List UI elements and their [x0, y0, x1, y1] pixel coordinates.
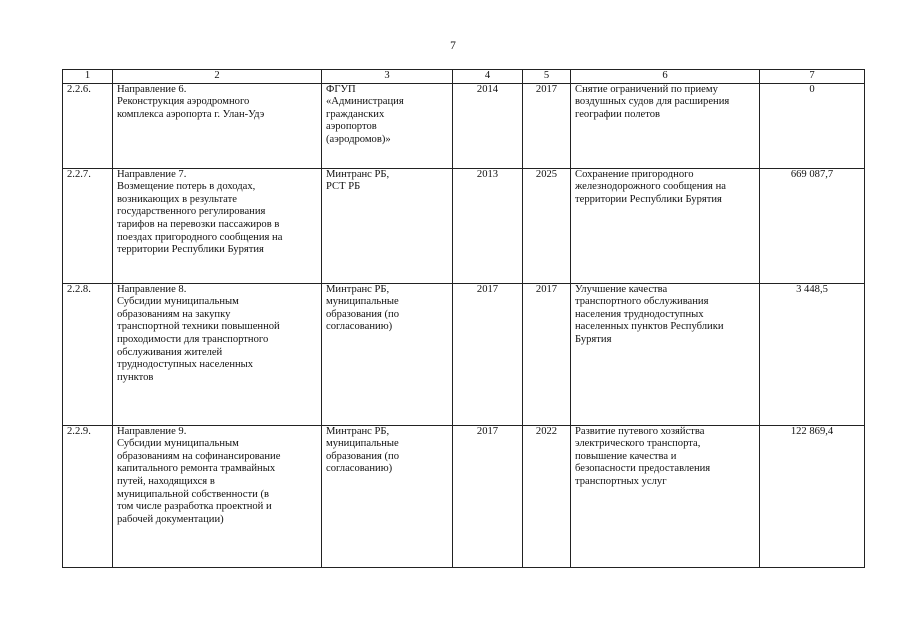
result-line: географии полетов	[575, 108, 661, 120]
executor-line: муниципальные	[326, 438, 399, 450]
result-line: Улучшение качества	[575, 283, 668, 295]
direction-line: государственного регулирования	[117, 206, 266, 218]
executor-line: аэропортов	[326, 121, 377, 133]
result-cell	[571, 168, 760, 283]
direction-line: рабочей документации)	[117, 513, 224, 525]
result-cell	[571, 83, 760, 168]
executor-cell	[322, 83, 453, 168]
result-line: населенных пунктов Республики	[575, 321, 724, 333]
column-header: 3	[322, 70, 453, 84]
direction-line: капитального ремонта трамвайных	[117, 463, 276, 475]
result-line: транспортных услуг	[575, 475, 667, 487]
result-line: Снятие ограничений по приему	[575, 83, 718, 95]
result-cell	[571, 283, 760, 425]
row-number: 2.2.8.	[63, 283, 113, 425]
direction-line: транспортной техники повышенной	[117, 321, 280, 333]
direction-line: труднодоступных населенных	[117, 359, 254, 371]
result-cell	[571, 425, 760, 567]
start-year: 2017	[453, 425, 523, 567]
result-line: безопасности предоставления	[575, 463, 711, 475]
direction-line: Субсидии муниципальным	[117, 438, 239, 450]
table-row	[63, 168, 865, 283]
direction-line: Направление 9.	[117, 425, 187, 437]
direction-cell	[113, 83, 322, 168]
program-table	[62, 69, 865, 568]
executor-line: Минтранс РБ,	[326, 425, 390, 437]
executor-cell	[322, 283, 453, 425]
direction-line: Субсидии муниципальным	[117, 296, 239, 308]
executor-line: Минтранс РБ,	[326, 283, 390, 295]
result-line: железнодорожного сообщения на	[575, 181, 726, 193]
column-header: 5	[523, 70, 571, 84]
table-row	[63, 83, 865, 168]
direction-line: образованиям на закупку	[117, 308, 231, 320]
table-row	[63, 283, 865, 425]
result-line: Бурятия	[575, 333, 612, 345]
direction-line: тарифов на перевозки пассажиров в	[117, 218, 280, 230]
executor-line: «Администрация	[326, 96, 404, 108]
direction-line: Направление 7.	[117, 168, 187, 180]
direction-line: комплекса аэропорта г. Улан-Удэ	[117, 108, 265, 120]
column-header: 2	[113, 70, 322, 84]
amount-cell: 3 448,5	[760, 283, 865, 425]
result-line: электрического транспорта,	[575, 438, 701, 450]
direction-line: Направление 8.	[117, 283, 187, 295]
executor-line: муниципальные	[326, 296, 399, 308]
result-line: территории Республики Бурятия	[575, 193, 722, 205]
result-line: повышение качества и	[575, 450, 677, 462]
end-year: 2022	[523, 425, 571, 567]
executor-line: (аэродромов)»	[326, 133, 391, 145]
direction-line: проходимости для транспортного	[117, 333, 269, 345]
executor-line: образования (по	[326, 450, 400, 462]
direction-line: обслуживания жителей	[117, 346, 223, 358]
result-line: Развитие путевого хозяйства	[575, 425, 705, 437]
executor-line: Минтранс РБ,	[326, 168, 390, 180]
direction-line: Возмещение потерь в доходах,	[117, 181, 256, 193]
row-number: 2.2.9.	[63, 425, 113, 567]
executor-line: ФГУП	[326, 83, 356, 95]
result-line: населения труднодоступных	[575, 308, 704, 320]
row-number: 2.2.7.	[63, 168, 113, 283]
direction-cell	[113, 283, 322, 425]
header-row	[63, 70, 865, 84]
amount-cell: 122 869,4	[760, 425, 865, 567]
executor-line: гражданских	[326, 108, 385, 120]
executor-line: согласованию)	[326, 463, 393, 475]
page-number: 7	[450, 40, 456, 52]
direction-line: том числе разработка проектной и	[117, 501, 272, 513]
direction-line: поездах пригородного сообщения на	[117, 231, 283, 243]
direction-line: муниципальной собственности (в	[117, 488, 269, 500]
result-line: воздушных судов для расширения	[575, 96, 730, 108]
direction-line: Направление 6.	[117, 83, 187, 95]
start-year: 2013	[453, 168, 523, 283]
start-year: 2014	[453, 83, 523, 168]
direction-line: путей, находящихся в	[117, 475, 215, 487]
direction-cell	[113, 168, 322, 283]
executor-line: РСТ РБ	[326, 181, 361, 193]
direction-line: возникающих в результате	[117, 193, 237, 205]
amount-cell: 669 087,7	[760, 168, 865, 283]
amount-cell: 0	[760, 83, 865, 168]
result-line: транспортного обслуживания	[575, 296, 709, 308]
end-year: 2017	[523, 83, 571, 168]
column-header: 6	[571, 70, 760, 84]
direction-line: пунктов	[117, 371, 154, 383]
end-year: 2017	[523, 283, 571, 425]
direction-cell	[113, 425, 322, 567]
result-line: Сохранение пригородного	[575, 168, 694, 180]
direction-line: территории Республики Бурятия	[117, 244, 264, 256]
executor-line: образования (по	[326, 308, 400, 320]
column-header: 7	[760, 70, 865, 84]
executor-line: согласованию)	[326, 321, 393, 333]
direction-line: Реконструкция аэродромного	[117, 96, 250, 108]
column-header: 1	[63, 70, 113, 84]
column-header: 4	[453, 70, 523, 84]
start-year: 2017	[453, 283, 523, 425]
end-year: 2025	[523, 168, 571, 283]
direction-line: образованиям на софинансирование	[117, 450, 281, 462]
executor-cell	[322, 168, 453, 283]
executor-cell	[322, 425, 453, 567]
table-row	[63, 425, 865, 567]
row-number: 2.2.6.	[63, 83, 113, 168]
